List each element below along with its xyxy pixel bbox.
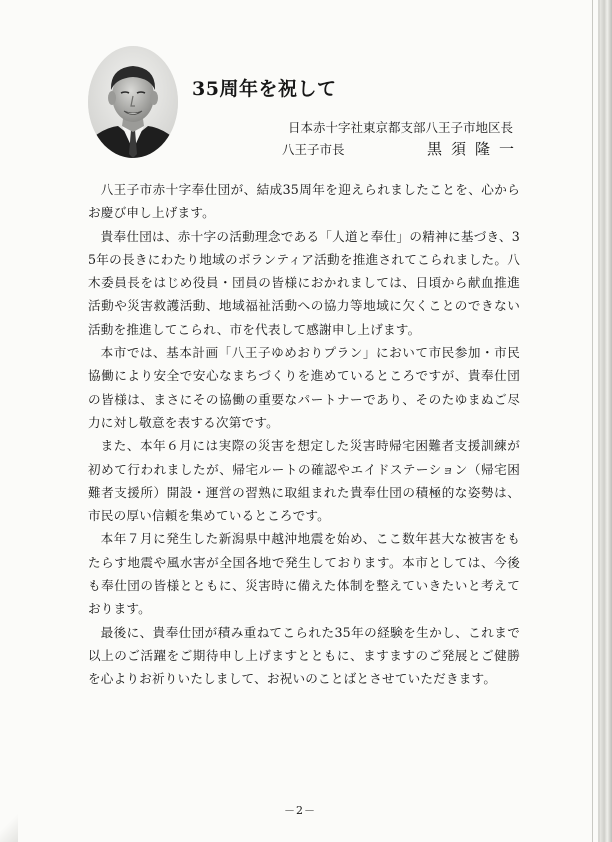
paragraph-1: 八王子市赤十字奉仕団が、結成35周年を迎えられましたことを、心からお慶び申し上げます。 (88, 182, 520, 221)
page-corner-wear (0, 802, 18, 842)
paragraph-4: また、本年６月には実際の災害を想定した災害時帰宅困難者支援訓練が初めて行われましたが、帰宅ルートの確認やエイドステーション（帰宅困難者支援所）開設・運営の習熟に取組まれた貴奉仕団の積極的な姿勢は、市民の厚い信頼を集めているところです。 (88, 438, 520, 524)
page-crease (592, 0, 593, 842)
page-title: 35周年を祝して (192, 78, 337, 100)
page-edge (600, 0, 612, 842)
mayor-portrait-photo (88, 46, 178, 158)
signer-organization: 日本赤十字社東京都支部八王子市地区長 (287, 120, 513, 135)
paragraph-6: 最後に、貴奉仕団が積み重ねてこられた35年の経験を生かし、これまで以上のご活躍をご期待申し上げますとともに、ますますのご発展とご健勝を心よりお祈りいたしまして、お祝いのことばとさせていただきます。 (88, 624, 520, 687)
page-number: －2－ (284, 804, 316, 817)
signer-role: 八王子市長 (282, 142, 345, 157)
message-body (88, 178, 520, 691)
paragraph-3: 本市では、基本計画「八王子ゆめおりプラン」において市民参加・市民協働により安全で安心なまちづくりを進めているところですが、貴奉仕団の皆様は、まさにその協働の重要なパートナーであり、そのたゆまぬご尽力に対し敬意を表する次第です。 (88, 345, 520, 430)
paragraph-5: 本年７月に発生した新潟県中越沖地震を始め、ここ数年甚大な被害をもたらす地震や風水害が全国各地で発生しております。本市としては、今後も奉仕団の皆様とともに、災害時に備えた体制を整えていきたいと考えております。 (88, 531, 520, 617)
signer-name: 黒須隆一 (426, 140, 523, 158)
paragraph-2: 貴奉仕団は、赤十字の活動理念である「人道と奉仕」の精神に基づき、35年の長きにわたり地域のボランティア活動を推進されてこられました。八木委員長をはじめ役員・団員の皆様におかれましては、日頃から献血推進活動や災害救護活動、地域福祉活動への協力等地域に欠くことのできない活動を推進してこられ、市を代表して感謝申し上げます。 (88, 228, 520, 337)
